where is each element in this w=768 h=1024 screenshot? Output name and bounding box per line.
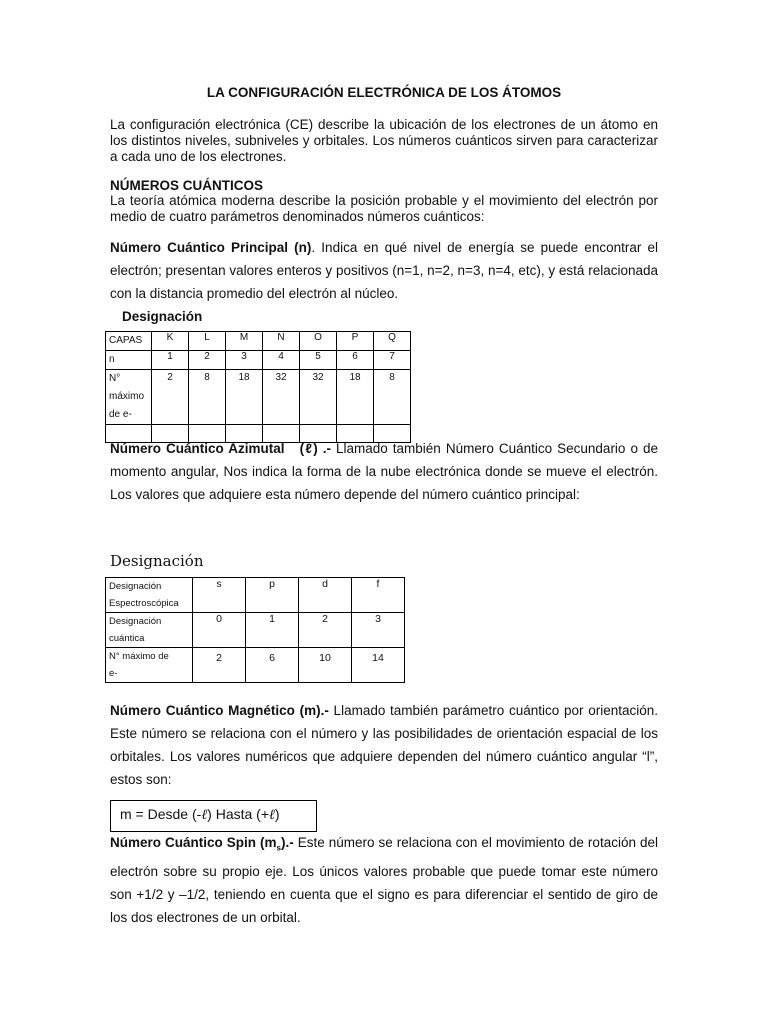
value-cell: 1 [246, 613, 299, 648]
azimutal-text: Llamado también Número Cuántico Secundario o de momento angular, Nos indica la forma de la nube electrónica donde se mueve el electrón. Los valores que adquiere esta número depende del número cuántico principal: [110, 441, 658, 502]
capa-cell: L [189, 332, 226, 351]
max-value-cell: 32 [300, 370, 337, 425]
label-line: N° máximo de [109, 651, 169, 662]
table-row [106, 332, 411, 351]
numeros-cuanticos-paragraph: La teoría atómica moderna describe la posición probable y el movimiento del electrón por medio de cuatro parámetros denominados números cuánticos: [110, 193, 658, 224]
value-cell: 10 [299, 648, 352, 683]
designacion-heading-1: Designación [122, 309, 203, 324]
spin-label [110, 835, 294, 853]
subniveles-table [105, 577, 405, 683]
table-row [106, 613, 405, 648]
n-value-cell: 3 [226, 351, 263, 370]
value-cell: 14 [352, 648, 405, 683]
capa-cell: K [152, 332, 189, 351]
capa-cell: Q [374, 332, 411, 351]
value-cell: 6 [246, 648, 299, 683]
max-value-cell: 18 [226, 370, 263, 425]
numeros-cuanticos-heading: NÚMEROS CUÁNTICOS [110, 178, 264, 193]
max-value-cell: 2 [152, 370, 189, 425]
azimutal-paragraph [110, 437, 658, 506]
capa-cell: P [337, 332, 374, 351]
max-electrones-label-cell [106, 370, 152, 425]
max-value-cell: 32 [263, 370, 300, 425]
max-label-line: de e- [109, 409, 132, 420]
value-cell: p [246, 578, 299, 613]
max-label-line: N° [109, 373, 121, 384]
value-cell: 0 [193, 613, 246, 648]
n-value-cell: 4 [263, 351, 300, 370]
formula-part: ) [274, 806, 280, 822]
spin-text: Este número se relaciona con el movimiento de rotación del electrón sobre su propio eje. Los únicos valores probable que puede tomar este número son +1/2 y –1/2, teniendo en cuenta que el signo es para diferenciar el sentido de giro de los dos electrones de un orbital. [110, 835, 658, 925]
max-electrones-label-cell [106, 648, 193, 683]
value-cell: s [193, 578, 246, 613]
n-value-cell: 6 [337, 351, 374, 370]
magnetico-paragraph [110, 699, 658, 791]
n-value-cell: 5 [300, 351, 337, 370]
n-label-cell: n [106, 351, 152, 370]
table-row [106, 648, 405, 683]
page-title: LA CONFIGURACIÓN ELECTRÓNICA DE LOS ÁTOMOS [206, 85, 562, 100]
intro-paragraph: La configuración electrónica (CE) describe la ubicación de los electrones de un átomo en los distintos niveles, subniveles y orbitales. Los números cuánticos sirven para caracterizar a cada uno de los electrones. [110, 117, 658, 164]
espectroscopica-label-cell [106, 578, 193, 613]
capas-header-cell: CAPAS [106, 332, 152, 351]
max-value-cell: 8 [189, 370, 226, 425]
n-value-cell: 1 [152, 351, 189, 370]
designacion-heading-2: Designación [110, 552, 204, 570]
azimutal-symbol: (ℓ) .- [299, 441, 331, 456]
capa-cell: O [300, 332, 337, 351]
formula [120, 806, 280, 824]
label-line: cuántica [109, 633, 145, 644]
magnetico-text: Llamado también parámetro cuántico por orientación. Este número se relaciona con el número y las posibilidades de orientación espacial de los orbitales. Los valores numéricos que adquiere dependen del número cuántico angular “l”, estos son: [110, 703, 658, 787]
label-line: Designación [109, 616, 162, 627]
ell-symbol: ℓ [269, 807, 275, 823]
spin-label-text: Número Cuántico Spin (m [110, 835, 277, 850]
max-value-cell: 8 [374, 370, 411, 425]
spin-paragraph [110, 831, 658, 929]
principal-text: . Indica en qué nivel de energía se puede encontrar el electrón; presentan valores enteros y positivos (n=1, n=2, n=3, n=4, etc), y está relacionada con la distancia promedio del electrón al núcleo. [110, 240, 658, 301]
cuantica-label-cell [106, 613, 193, 648]
label-line: Espectroscópica [109, 598, 179, 609]
value-cell: f [352, 578, 405, 613]
table-row [106, 578, 405, 613]
label-line: e- [109, 668, 118, 679]
magnetico-label: Número Cuántico Magnético (m).- [110, 703, 329, 718]
label-line: Designación [109, 581, 162, 592]
max-value-cell: 18 [337, 370, 374, 425]
principal-paragraph [110, 236, 658, 305]
value-cell: 2 [299, 613, 352, 648]
n-value-cell: 7 [374, 351, 411, 370]
capa-cell: N [263, 332, 300, 351]
spin-label-end: ).- [280, 835, 294, 850]
value-cell: d [299, 578, 352, 613]
spin-subscript: s [276, 843, 281, 853]
max-label-line: máximo [109, 391, 145, 402]
n-value-cell: 2 [189, 351, 226, 370]
azimutal-label: Número Cuántico Azimutal [110, 441, 285, 456]
value-cell: 3 [352, 613, 405, 648]
ell-symbol: ℓ [201, 807, 208, 823]
formula-part: m = Desde (- [120, 806, 202, 822]
capa-cell: M [226, 332, 263, 351]
table-row [106, 351, 411, 370]
principal-label: Número Cuántico Principal (n) [110, 240, 312, 255]
table-row [106, 370, 411, 425]
formula-part: ) Hasta (+ [207, 806, 270, 822]
capas-table [105, 331, 411, 443]
value-cell: 2 [193, 648, 246, 683]
